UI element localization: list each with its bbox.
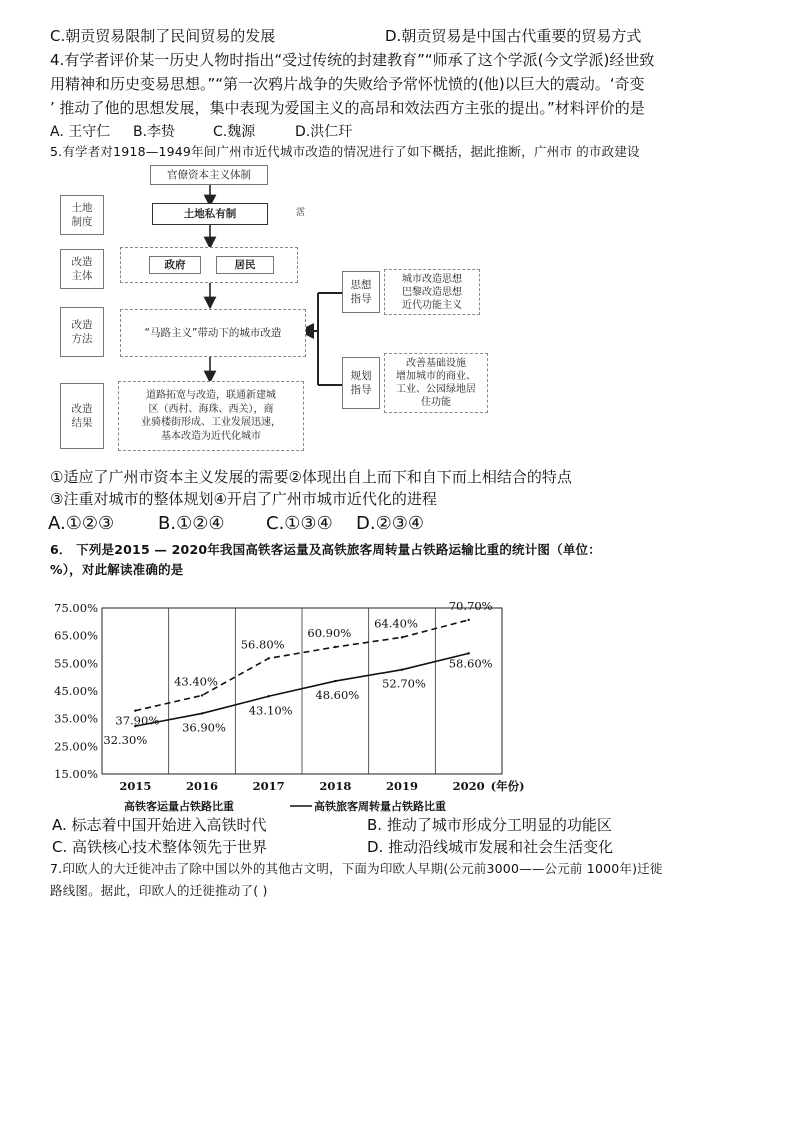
urban-renewal-diagram — [60, 163, 510, 455]
y-tick-label: 25.00% — [54, 739, 98, 754]
rail-share-line-chart — [40, 592, 560, 822]
reform-result-box: 道路拓宽与改造，联通新建城 区（西村、海珠、西关），商 业骑楼街形成、工业发展迅速， 基本改造为近代化城市 — [118, 381, 304, 451]
row-label-reform-result: 改造 结果 — [60, 383, 104, 449]
q4-stem-line-2: 用精神和历史变易思想。”“第一次鸦片战争的失败给予常怀忧愤的(他)以巨大的震动。‘奇变 — [50, 75, 645, 93]
data-point — [201, 694, 203, 696]
legend-label-turnover: 高铁旅客周转量占铁路比重 — [314, 800, 446, 813]
q5-option-d: D.②③④ — [356, 513, 424, 534]
x-tick-label: 2016 — [185, 779, 219, 793]
data-point — [334, 646, 336, 648]
data-point — [467, 652, 469, 654]
q5-option-c: C.①③④ — [266, 513, 333, 534]
x-tick-label: 2019 — [385, 779, 419, 793]
data-point — [267, 657, 269, 659]
residents-box: 居民 — [216, 256, 274, 274]
reform-method-box: “马路主义”带动下的城市改造 — [120, 309, 306, 357]
data-point — [134, 709, 136, 711]
q5-option-a: A.①②③ — [48, 513, 115, 534]
data-label-volume: 56.80% — [240, 637, 285, 652]
thought-guidance-label: 思想 指导 — [342, 271, 380, 313]
data-point — [267, 695, 269, 697]
q6-stem-line-2: %），对此解读准确的是 — [50, 562, 184, 577]
y-tick-label: 75.00% — [54, 601, 98, 615]
x-tick-label: 2020 — [452, 779, 485, 793]
data-label-turnover: 43.10% — [248, 703, 293, 718]
data-label-turnover: 36.90% — [182, 720, 226, 735]
q4-option-a: A. 王守仁 — [50, 124, 111, 140]
q5-stem: 5.有学者对1918—1949年间广州市近代城市改造的情况进行了如下概括，据此推断，广州市 的市政建设 — [50, 144, 640, 159]
data-label-volume: 60.90% — [307, 626, 352, 641]
x-unit-label: (年份) — [490, 779, 525, 793]
q4-stem-line-1: 4.有学者评价某一历史人物时指出“受过传统的封建教育”“师承了这个学派(今文学派)经世致 — [50, 51, 655, 69]
planning-guidance-label: 规划 指导 — [342, 357, 380, 409]
data-point — [401, 636, 403, 638]
row-label-land-system: 土地 制度 — [60, 195, 104, 235]
land-ownership-box: 土地私有制 — [152, 203, 268, 225]
q7-stem-line-2: 路线图。据此，印欧人的迁徙推动了( ) — [50, 883, 268, 898]
y-tick-label: 45.00% — [54, 684, 98, 698]
q5-statements-line-1: ①适应了广州市资本主义发展的需要②体现出自上而下和自下而上相结合的特点 — [50, 468, 572, 486]
data-point — [201, 712, 203, 714]
y-tick-label: 35.00% — [54, 711, 98, 726]
x-tick-label: 2017 — [252, 779, 285, 793]
row-label-reform-method: 改造 方法 — [60, 307, 104, 357]
data-label-volume: 43.40% — [174, 674, 218, 689]
x-tick-label: 2018 — [319, 779, 352, 793]
q6-stem-line-1: 6． 下列是2015 — 2020年我国高铁客运量及高铁旅客周转量占铁路运输比重的统计图（单位： — [50, 542, 601, 557]
data-label-turnover: 48.60% — [315, 688, 360, 703]
q3-option-c: C.朝贡贸易限制了民间贸易的发展 — [50, 27, 276, 45]
q3-option-d: D.朝贡贸易是中国古代重要的贸易方式 — [385, 27, 642, 45]
data-point — [467, 619, 469, 621]
y-tick-label: 15.00% — [54, 767, 98, 781]
stray-mark: 霑 — [296, 208, 306, 218]
q4-option-d: D.洪仁玕 — [295, 124, 353, 140]
data-label-turnover: 52.70% — [382, 676, 426, 691]
x-tick-label: 2015 — [119, 779, 152, 793]
bureaucratic-capitalism-box: 官僚资本主义体制 — [150, 165, 268, 185]
government-box: 政府 — [149, 256, 201, 274]
q5-statements-line-2: ③注重对城市的整体规划④开启了广州市城市近代化的进程 — [50, 490, 437, 508]
data-label-volume: 64.40% — [374, 616, 418, 631]
y-tick-label: 65.00% — [54, 628, 98, 643]
q4-option-b: B.李贽 — [133, 124, 176, 140]
data-label-turnover: 32.30% — [103, 733, 148, 748]
legend-label-volume: 高铁客运量占铁路比重 — [124, 800, 234, 813]
data-point — [334, 680, 336, 682]
data-label-volume: 37.90% — [115, 713, 160, 728]
data-point — [401, 668, 403, 670]
q6-option-b: B. 推动了城市形成分工明显的功能区 — [367, 816, 612, 834]
q6-option-d: D. 推动沿线城市发展和社会生活变化 — [367, 838, 614, 856]
q6-option-a: A. 标志着中国开始进入高铁时代 — [52, 816, 267, 834]
data-label-turnover: 58.60% — [448, 656, 493, 671]
q4-stem-line-3: ’ 推动了他的思想发展，集中表现为爱国主义的高昂和效法西方主张的提出。”材料评价的是 — [50, 99, 645, 117]
reform-subject-box — [120, 247, 298, 283]
row-label-reform-subject: 改造 主体 — [60, 249, 104, 289]
q6-option-c: C. 高铁核心技术整体领先于世界 — [52, 838, 268, 856]
data-label-volume: 70.70% — [448, 598, 493, 613]
q7-stem-line-1: 7.印欧人的大迁徙冲击了除中国以外的其他古文明，下面为印欧人早期(公元前3000——公元前 1000年)迁徙 — [50, 861, 663, 876]
q4-option-c: C.魏源 — [213, 124, 256, 140]
y-tick-label: 55.00% — [54, 656, 98, 671]
planning-guidance-box: 改善基础设施 增加城市的商业、 工业、公园绿地居 住功能 — [384, 353, 488, 413]
q5-option-b: B.①②④ — [158, 513, 225, 534]
thought-guidance-box: 城市改造思想 巴黎改造思想 近代功能主义 — [384, 269, 480, 315]
